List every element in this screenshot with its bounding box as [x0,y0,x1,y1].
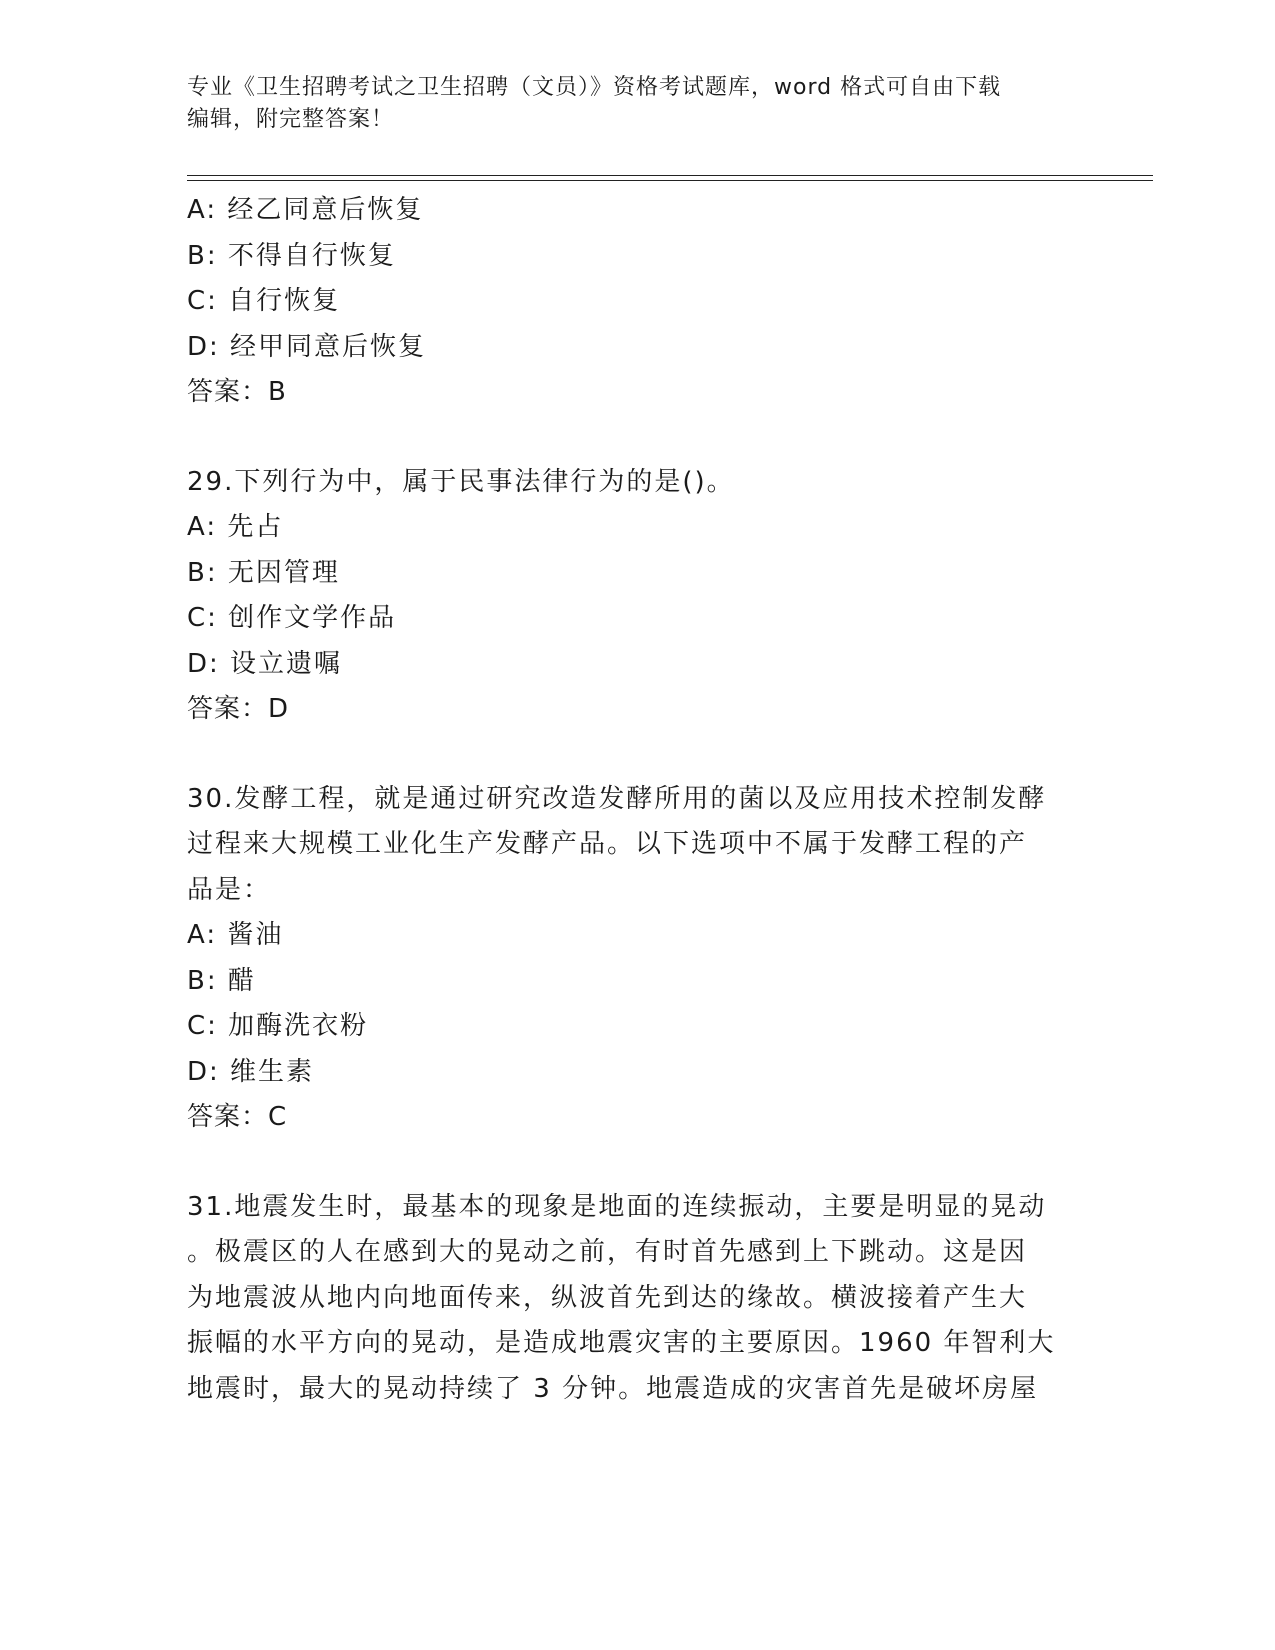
question-text-line: 31.地震发生时，最基本的现象是地面的连续振动，主要是明显的晃动 [187,1191,1047,1222]
question-text-line: 地震时，最大的晃动持续了 3 分钟。地震造成的灾害首先是破坏房屋 [187,1373,1039,1404]
spacer [187,733,1067,777]
spacer [187,416,1067,460]
option-a: A: 先占 [187,512,284,542]
answer-line: 答案：B [187,377,287,407]
option-d: D: 维生素 [187,1056,315,1087]
header-divider-top [187,175,1153,176]
spacer [187,1141,1067,1185]
option-c: C: 自行恢复 [187,286,341,316]
answer-line: 答案：D [187,694,290,724]
option-a: A: 酱油 [187,920,284,950]
question-text-line: 。极震区的人在感到大的晃动之前，有时首先感到上下跳动。这是因 [187,1237,1028,1267]
question-31 [187,1185,1067,1413]
answer-line: 答案：C [187,1102,288,1132]
question-30 [187,777,1067,1141]
header-divider-bottom [187,180,1153,181]
option-b: B: 不得自行恢复 [187,240,396,271]
option-a: A: 经乙同意后恢复 [187,195,424,225]
document-header [187,72,1067,136]
question-text-line: 为地震波从地内向地面传来，纵波首先到达的缘故。横波接着产生大 [187,1282,1028,1313]
question-28-continued [187,188,1067,416]
question-text-line: 振幅的水平方向的晃动，是造成地震灾害的主要原因。1960 年智利大 [187,1328,1056,1358]
question-text-line: 过程来大规模工业化生产发酵产品。以下选项中不属于发酵工程的产 [187,829,1028,859]
question-29 [187,460,1067,733]
option-b: B: 醋 [187,965,256,996]
header-line-1: 专业《卫生招聘考试之卫生招聘（文员）》资格考试题库，word 格式可自由下载 [187,75,1002,100]
question-text [187,777,1067,914]
question-text-line: 30.发酵工程，就是通过研究改造发酵所用的菌以及应用技术控制发酵 [187,783,1047,814]
option-d: D: 经甲同意后恢复 [187,331,427,362]
option-d: D: 设立遗嘱 [187,648,343,679]
question-text [187,460,1067,506]
question-text-line: 品是： [187,874,272,905]
option-b: B: 无因管理 [187,557,340,588]
option-c: C: 创作文学作品 [187,603,397,633]
document-body [187,188,1067,1412]
header-line-2: 编辑，附完整答案！ [187,107,395,132]
question-text-line: 29.下列行为中，属于民事法律行为的是()。 [187,466,735,497]
question-text [187,1185,1067,1413]
option-c: C: 加酶洗衣粉 [187,1011,369,1041]
